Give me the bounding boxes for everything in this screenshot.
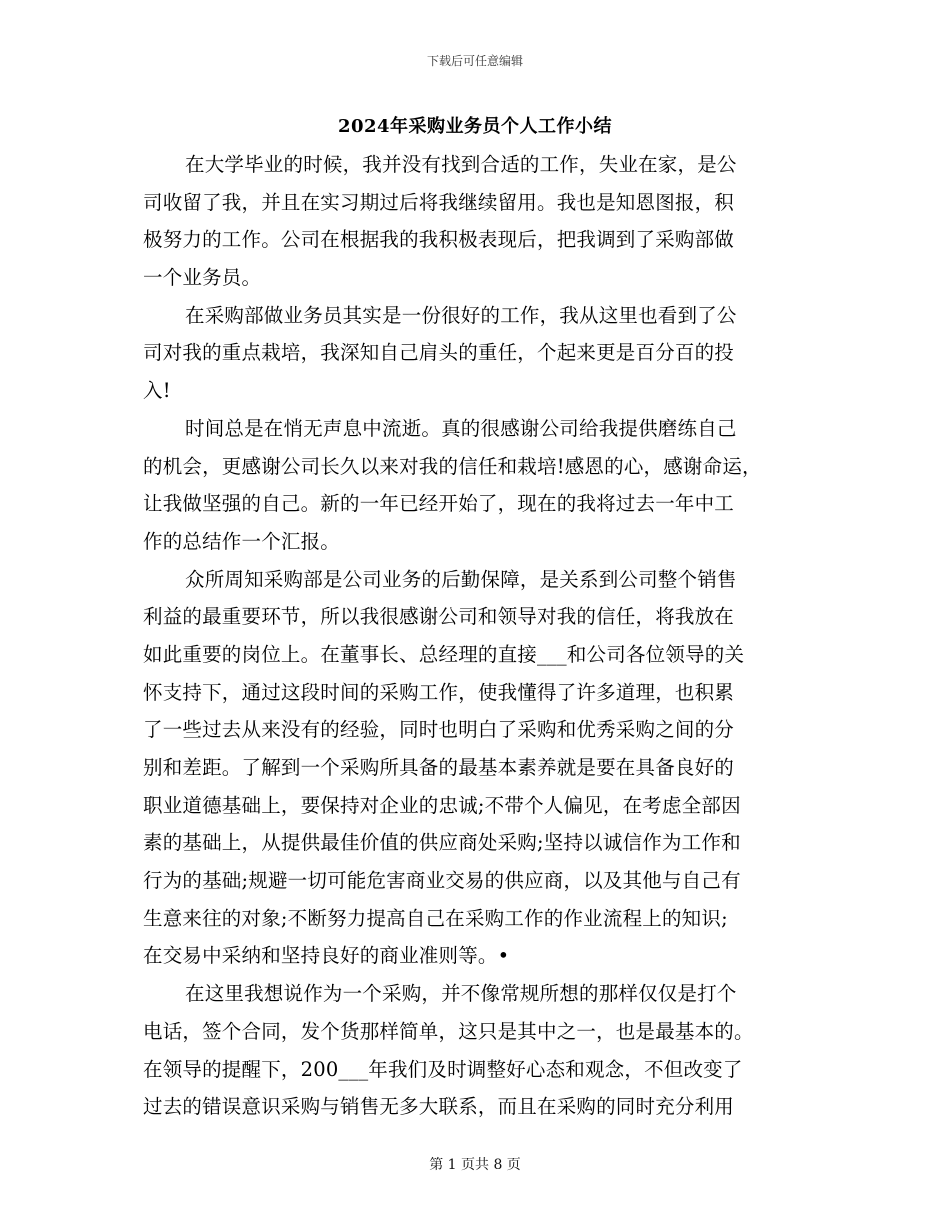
text-line: 入! xyxy=(143,379,171,403)
paragraph-4 xyxy=(143,561,811,976)
paragraph-5 xyxy=(143,975,811,1126)
text-line: 素的基础上，从提供最佳价值的供应商处采购;坚持以诚信作为工作和 xyxy=(143,831,741,855)
text-line: 别和差距。了解到一个采购所具备的最基本素养就是要在具备良好的 xyxy=(143,756,735,779)
text-line: 生意来往的对象;不断努力提高自己在采购工作的作业流程上的知识; xyxy=(143,906,728,930)
text-line: 在采购部做业务员其实是一份很好的工作，我从这里也看到了公 xyxy=(185,303,737,327)
text-line: 一个业务员。 xyxy=(143,266,262,290)
text-line: 了一些过去从来没有的经验，同时也明白了采购和优秀采购之间的分 xyxy=(143,718,735,742)
document-title: 2024年采购业务员个人工作小结 xyxy=(337,116,613,137)
text-line: 司对我的重点栽培，我深知自己肩头的重任，个起来更是百分百的投 xyxy=(143,341,735,365)
text-line: 行为的基础;规避一切可能危害商业交易的供应商，以及其他与自己有 xyxy=(143,869,741,893)
text-line: 如此重要的岗位上。在董事长、总经理的直接___和公司各位领导的关 xyxy=(143,642,745,666)
paragraph-1 xyxy=(143,146,811,297)
page-header: 下载后可任意编辑 xyxy=(426,54,523,68)
text-line: 在大学毕业的时候，我并没有找到合适的工作，失业在家，是公 xyxy=(185,153,737,176)
text-line: 极努力的工作。公司在根据我的我积极表现后，把我调到了采购部做 xyxy=(143,228,735,252)
text-line: 时间总是在悄无声息中流逝。真的很感谢公司给我提供磨练自己 xyxy=(185,416,737,440)
text-line: 过去的错误意识采购与销售无多大联系，而且在采购的同时充分利用 xyxy=(143,1095,735,1119)
text-line: 让我做坚强的自己。新的一年已经开始了，现在的我将过去一年中工 xyxy=(143,492,735,516)
text-line: 怀支持下，通过这段时间的采购工作，使我懂得了许多道理，也积累 xyxy=(143,680,735,704)
text-line: 在交易中采纳和坚持良好的商业准则等。• xyxy=(143,944,510,968)
text-line: 利益的最重要环节，所以我很感谢公司和领导对我的信任，将我放在 xyxy=(143,605,735,629)
text-line: 众所周知采购部是公司业务的后勤保障，是关系到公司整个销售 xyxy=(185,567,737,591)
text-line: 司收留了我，并且在实习期过后将我继续留用。我也是知恩图报，积 xyxy=(143,190,735,214)
text-line: 作的总结作一个汇报。 xyxy=(143,529,341,553)
text-line: 职业道德基础上，要保持对企业的忠诚;不带个人偏见，在考虑全部因 xyxy=(143,793,741,817)
text-line: 电话，签个合同，发个货那样简单，这只是其中之一，也是最基本的。 xyxy=(143,1019,754,1043)
text-line: 的机会，更感谢公司长久以来对我的信任和栽培!感恩的心，感谢命运， xyxy=(143,454,762,478)
page-number: 第 1 页共 8 页 xyxy=(429,1157,521,1173)
paragraph-3 xyxy=(143,410,811,561)
text-line: 在这里我想说作为一个采购，并不像常规所想的那样仅仅是打个 xyxy=(185,982,737,1006)
text-line: 在领导的提醒下，200___年我们及时调整好心态和观念，不但改变了 xyxy=(143,1057,743,1081)
paragraph-2 xyxy=(143,297,811,410)
document-body xyxy=(143,146,811,1126)
